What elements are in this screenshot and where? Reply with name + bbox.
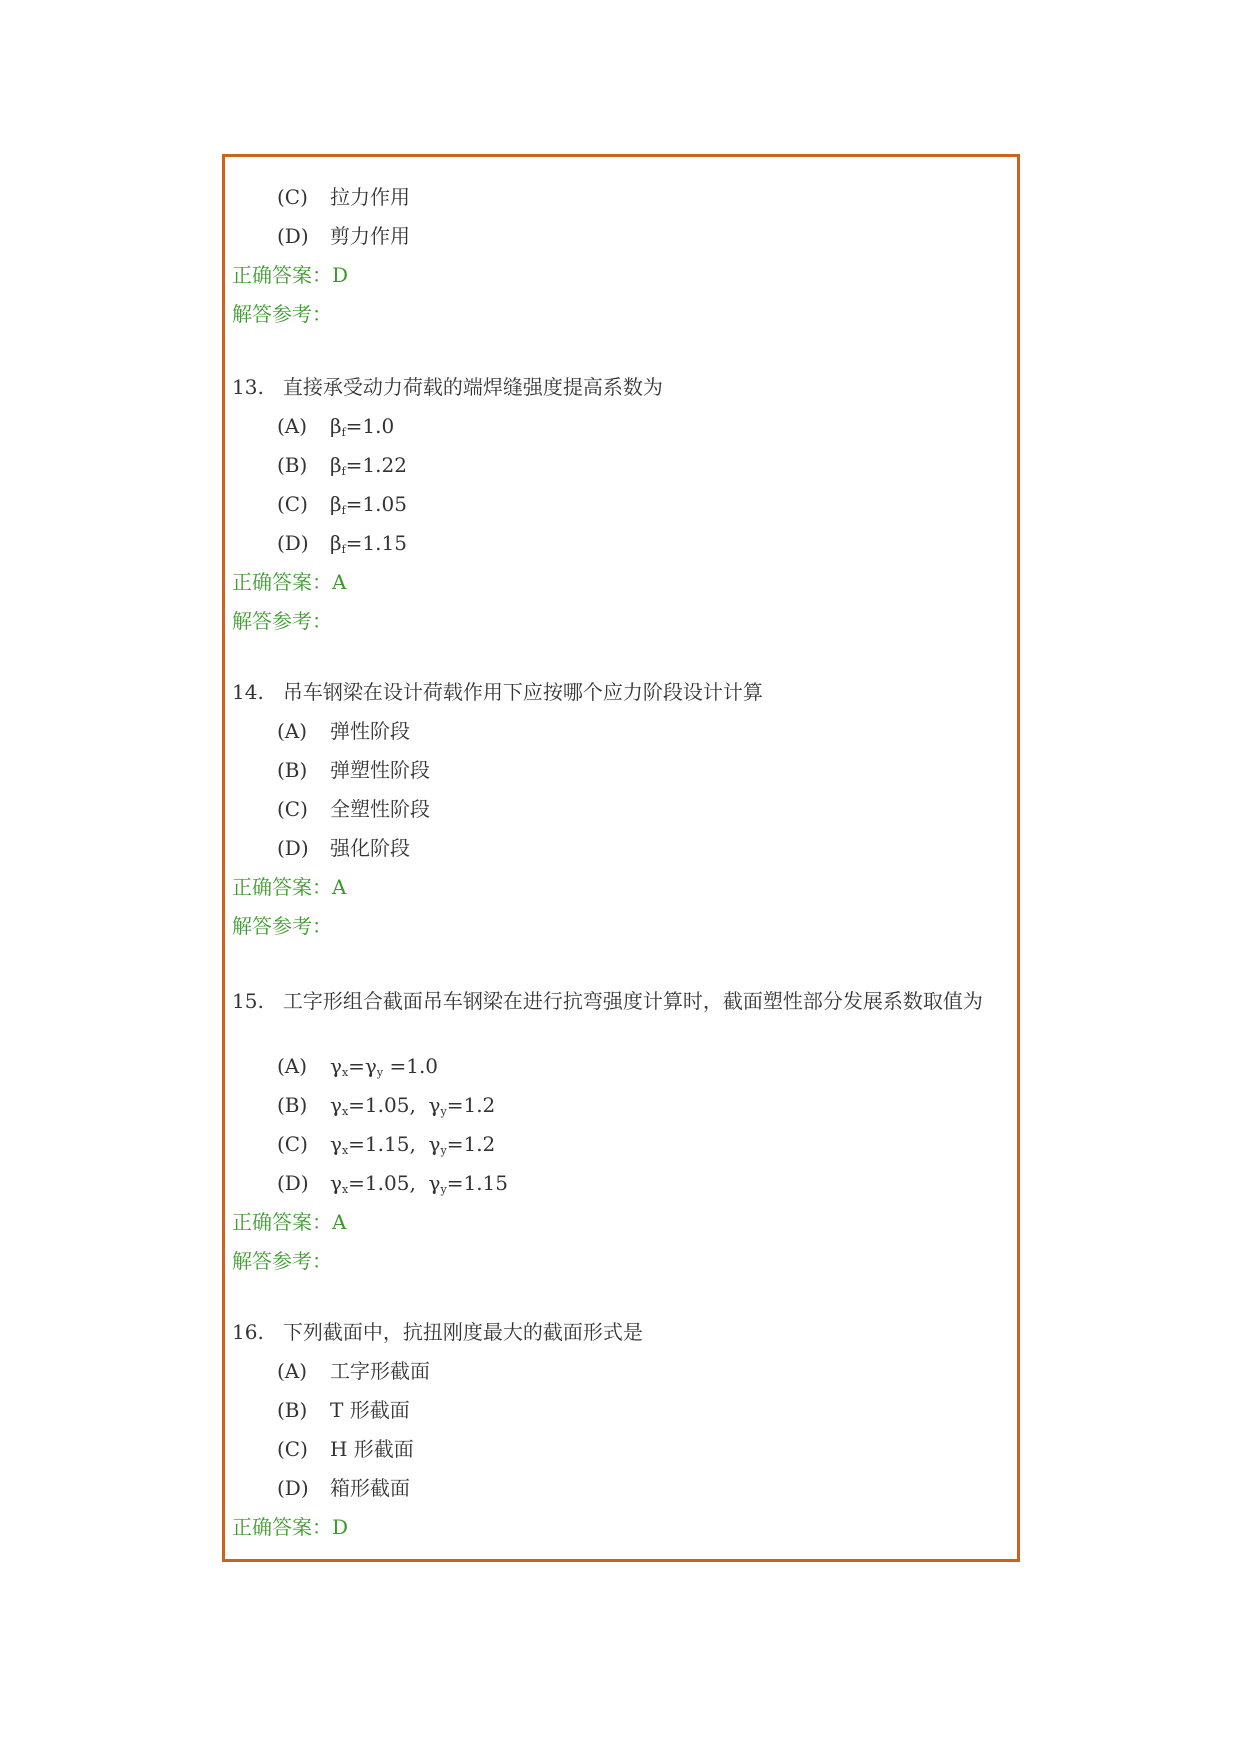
option-d: (D) 强化阶段 — [277, 836, 410, 860]
correct-answer: 正确答案：A — [232, 1210, 347, 1234]
option-c: (C) $\beta_f=1.05$ — [277, 492, 407, 517]
option-b: (B) $\gamma_x=1.05$, $\gamma_y=1.2$ — [277, 1093, 496, 1118]
option-d: (D) $\beta_f=1.15$ — [277, 531, 407, 556]
option-c: (C) H 形截面 — [277, 1437, 414, 1461]
correct-answer: 正确答案：A — [232, 570, 347, 594]
option-a: (A) 弹性阶段 — [277, 719, 410, 743]
answer-reference: 解答参考： — [232, 609, 332, 633]
option-c: (C) 拉力作用 — [277, 185, 410, 209]
answer-reference: 解答参考： — [232, 1249, 332, 1273]
option-a: (A) $\beta_f=1.0$ — [277, 414, 395, 439]
option-c: (C) 全塑性阶段 — [277, 797, 430, 821]
option-a: (A) 工字形截面 — [277, 1359, 430, 1383]
question-16: 16. 下列截面中，抗扭刚度最大的截面形式是 — [232, 1320, 643, 1344]
option-a: (A) $\gamma_x=\gamma_y =1.0$ — [277, 1054, 439, 1079]
question-13: 13. 直接承受动力荷载的端焊缝强度提高系数为 — [232, 375, 663, 399]
answer-reference: 解答参考： — [232, 302, 332, 326]
question-15: 15. 工字形组合截面吊车钢梁在进行抗弯强度计算时，截面塑性部分发展系数取值为 — [232, 989, 983, 1013]
option-d: (D) $\gamma_x=1.05$, $\gamma_y=1.15$ — [277, 1171, 509, 1196]
question-14: 14. 吊车钢梁在设计荷载作用下应按哪个应力阶段设计计算 — [232, 680, 763, 704]
correct-answer: 正确答案：A — [232, 875, 347, 899]
option-d: (D) 剪力作用 — [277, 224, 410, 248]
option-d: (D) 箱形截面 — [277, 1476, 410, 1500]
answer-reference: 解答参考： — [232, 914, 332, 938]
option-b: (B) $\beta_f=1.22$ — [277, 453, 407, 478]
option-b: (B) T 形截面 — [277, 1398, 410, 1422]
option-c: (C) $\gamma_x=1.15$, $\gamma_y=1.2$ — [277, 1132, 496, 1157]
correct-answer: 正确答案：D — [232, 1515, 349, 1539]
option-b: (B) 弹塑性阶段 — [277, 758, 430, 782]
correct-answer: 正确答案：D — [232, 263, 349, 287]
